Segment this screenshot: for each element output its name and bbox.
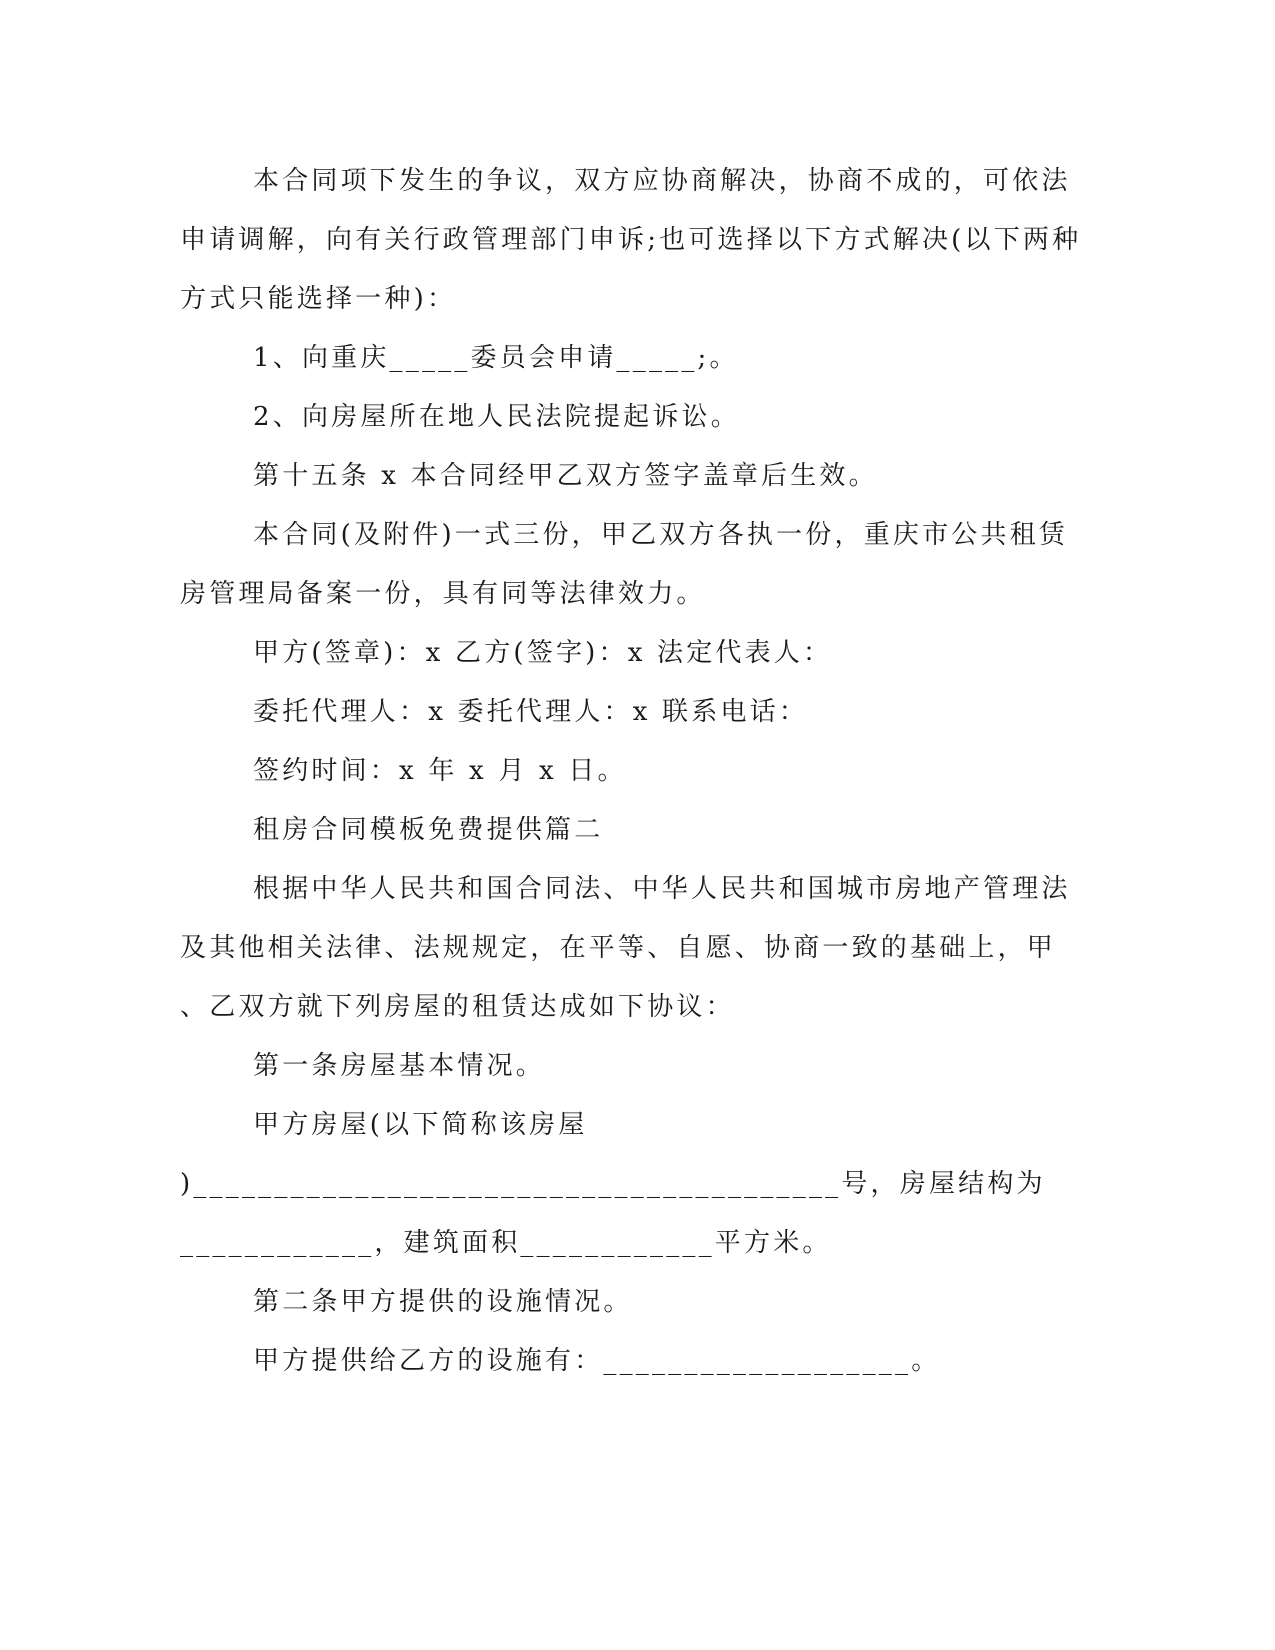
paragraph-dispute-line-1: 本合同项下发生的争议，双方应协商解决，协商不成的，可依法 xyxy=(253,166,1071,196)
option-1-line: 1、向重庆_____委员会申请_____;。 xyxy=(253,343,739,373)
agents-line: 委托代理人：x 委托代理人：x 联系电话： xyxy=(253,697,809,727)
copies-line-1: 本合同(及附件)一式三份，甲乙双方各执一份，重庆市公共租赁 xyxy=(253,520,1069,550)
signature-parties-line: 甲方(签章)：x 乙方(签字)：x 法定代表人： xyxy=(253,638,833,668)
property-line-3: ____________，建筑面积____________平方米。 xyxy=(180,1228,832,1258)
option-2-line: 2、向房屋所在地人民法院提起诉讼。 xyxy=(253,402,740,432)
facilities-line: 甲方提供给乙方的设施有：___________________。 xyxy=(253,1346,941,1376)
preamble-line-2: 及其他相关法律、法规规定，在平等、自愿、协商一致的基础上，甲 xyxy=(180,933,1057,963)
property-line-2: )________________________________________号，房屋结构为 xyxy=(180,1169,1046,1199)
paragraph-dispute-line-2: 申请调解，向有关行政管理部门申诉;也可选择以下方式解决(以下两种 xyxy=(180,225,1082,255)
signing-date-line: 签约时间：x 年 x 月 x 日。 xyxy=(253,756,627,786)
property-line-1: 甲方房屋(以下简称该房屋 xyxy=(253,1110,588,1140)
preamble-line-1: 根据中华人民共和国合同法、中华人民共和国城市房地产管理法 xyxy=(253,874,1071,904)
paragraph-dispute-line-3: 方式只能选择一种)： xyxy=(180,284,457,314)
section-heading: 租房合同模板免费提供篇二 xyxy=(253,815,604,845)
article-15-line: 第十五条 x 本合同经甲乙双方签字盖章后生效。 xyxy=(253,461,878,491)
preamble-line-3: 、乙双方就下列房屋的租赁达成如下协议： xyxy=(180,992,735,1022)
article-2-heading: 第二条甲方提供的设施情况。 xyxy=(253,1287,633,1317)
copies-line-2: 房管理局备案一份，具有同等法律效力。 xyxy=(180,579,706,609)
article-1-heading: 第一条房屋基本情况。 xyxy=(253,1051,546,1081)
